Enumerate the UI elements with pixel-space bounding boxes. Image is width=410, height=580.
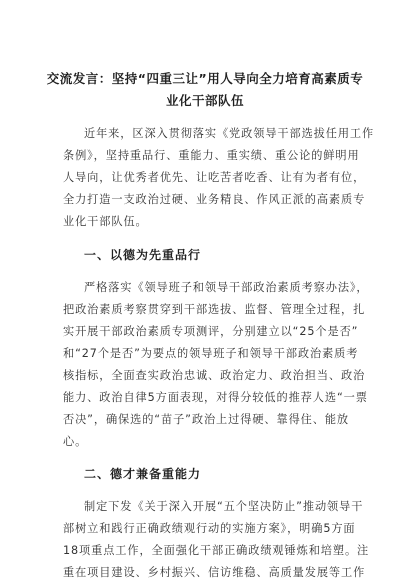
intro-line-4: 全力打造一支政治过硬、业务精良、作风正派的高素质专 (63, 193, 366, 206)
section-1-line-2: 把政治素质考察贯穿到干部选拔、监督、管理全过程，扎 (63, 303, 366, 316)
section-1-line-8: 心。 (63, 435, 88, 448)
section-1-line-3: 实开展干部政治素质专项测评，分别建立以“25个是否” (63, 325, 359, 338)
section-1-line-4: 和“27个是否”为要点的领导班子和领导干部政治素质考 (63, 347, 359, 360)
section-1-line-5: 核指标，全面查实政治忠诚、政治定力、政治担当、政治 (63, 369, 366, 382)
section-1-line-1: 严格落实《领导班子和领导干部政治素质考察办法》， (84, 281, 369, 294)
section-1-line-6: 能力、政治自律5方面表现，对得分较低的推荐人选“一票 (63, 391, 368, 404)
section-2-line-2: 部树立和践行正确政绩观行动的实施方案》，明确5方面 (63, 522, 356, 535)
section-1-heading: 一、以德为先重品行 (84, 248, 202, 262)
document-title-line-2: 业化干部队伍 (165, 93, 244, 108)
intro-line-1: 近年来，区深入贯彻落实《党政领导干部选拔任用工作 (84, 127, 375, 140)
section-1-line-7: 否决”，确保选的“苗子”政治上过得硬、靠得住、能放 (63, 413, 350, 426)
section-2-line-3: 18项重点工作，全面强化干部正确政绩观锤炼和培塑。注 (63, 544, 370, 557)
intro-line-3: 人导向，让优秀者优先、让吃苦者吃香、让有为者有位， (63, 171, 366, 184)
section-2-heading: 二、德才兼备重能力 (84, 467, 202, 481)
intro-line-2: 条例》，坚持重品行、重能力、重实绩、重公论的鲜明用 (63, 149, 360, 162)
section-2-line-1: 制定下发《关于深入开展“五个坚决防止”推动领导干 (84, 500, 364, 513)
intro-line-5: 业化干部队伍。 (63, 215, 148, 228)
document-title-line-1: 交流发言：坚持“四重三让”用人导向全力培育高素质专 (46, 71, 364, 86)
section-2-line-4: 重在项目建设、乡村振兴、信访维稳、高质量发展等工作 (63, 566, 366, 579)
